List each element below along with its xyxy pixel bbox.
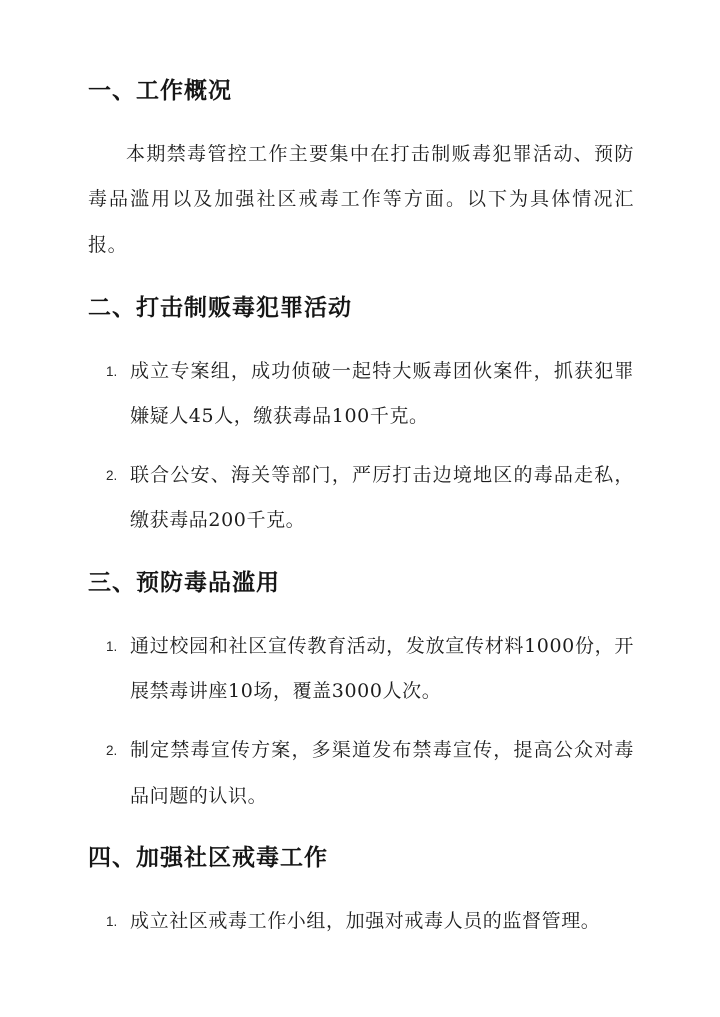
section-heading-prevention: 三、预防毒品滥用 bbox=[88, 568, 280, 596]
crackdown-list bbox=[88, 349, 634, 544]
list-item bbox=[106, 728, 634, 819]
list-item-text: 联合公安、海关等部门，严厉打击边境地区的毒品走私，缴获毒品200千克。 bbox=[130, 463, 634, 532]
list-item-marker: 1. bbox=[106, 363, 118, 379]
section-drug-abuse-prevention bbox=[88, 568, 634, 819]
list-item bbox=[106, 899, 634, 945]
list-item-text: 成立社区戒毒工作小组，加强对戒毒人员的监督管理。 bbox=[130, 910, 601, 933]
section-heading-overview: 一、工作概况 bbox=[88, 77, 232, 104]
list-item-text: 制定禁毒宣传方案，多渠道发布禁毒宣传，提高公众对毒品问题的认识。 bbox=[130, 739, 634, 807]
list-item bbox=[106, 453, 634, 544]
list-item bbox=[106, 624, 634, 715]
list-item-text: 成立专案组，成功侦破一起特大贩毒团伙案件，抓获犯罪嫌疑人45人，缴获毒品100千克。 bbox=[130, 359, 634, 428]
section-community-rehab bbox=[88, 843, 634, 944]
list-item-marker: 1. bbox=[106, 914, 118, 930]
list-item-marker: 2. bbox=[106, 467, 118, 483]
section-heading-community-rehab: 四、加强社区戒毒工作 bbox=[88, 844, 328, 872]
section-heading-crackdown: 二、打击制贩毒犯罪活动 bbox=[88, 293, 352, 321]
list-item bbox=[106, 349, 634, 440]
prevention-list bbox=[88, 624, 634, 819]
list-item-text: 通过校园和社区宣传教育活动，发放宣传材料1000份，开展禁毒讲座10场，覆盖3000人次。 bbox=[130, 634, 634, 703]
community-rehab-list bbox=[88, 899, 634, 945]
section-work-overview bbox=[88, 76, 634, 269]
overview-paragraph: 本期禁毒管控工作主要集中在打击制贩毒犯罪活动、预防毒品滥用以及加强社区戒毒工作等方面。以下为具体情况汇报。 bbox=[88, 142, 634, 257]
list-item-marker: 2. bbox=[106, 743, 118, 759]
section-crackdown-drug-crime bbox=[88, 293, 634, 544]
list-item-marker: 1. bbox=[106, 638, 118, 654]
